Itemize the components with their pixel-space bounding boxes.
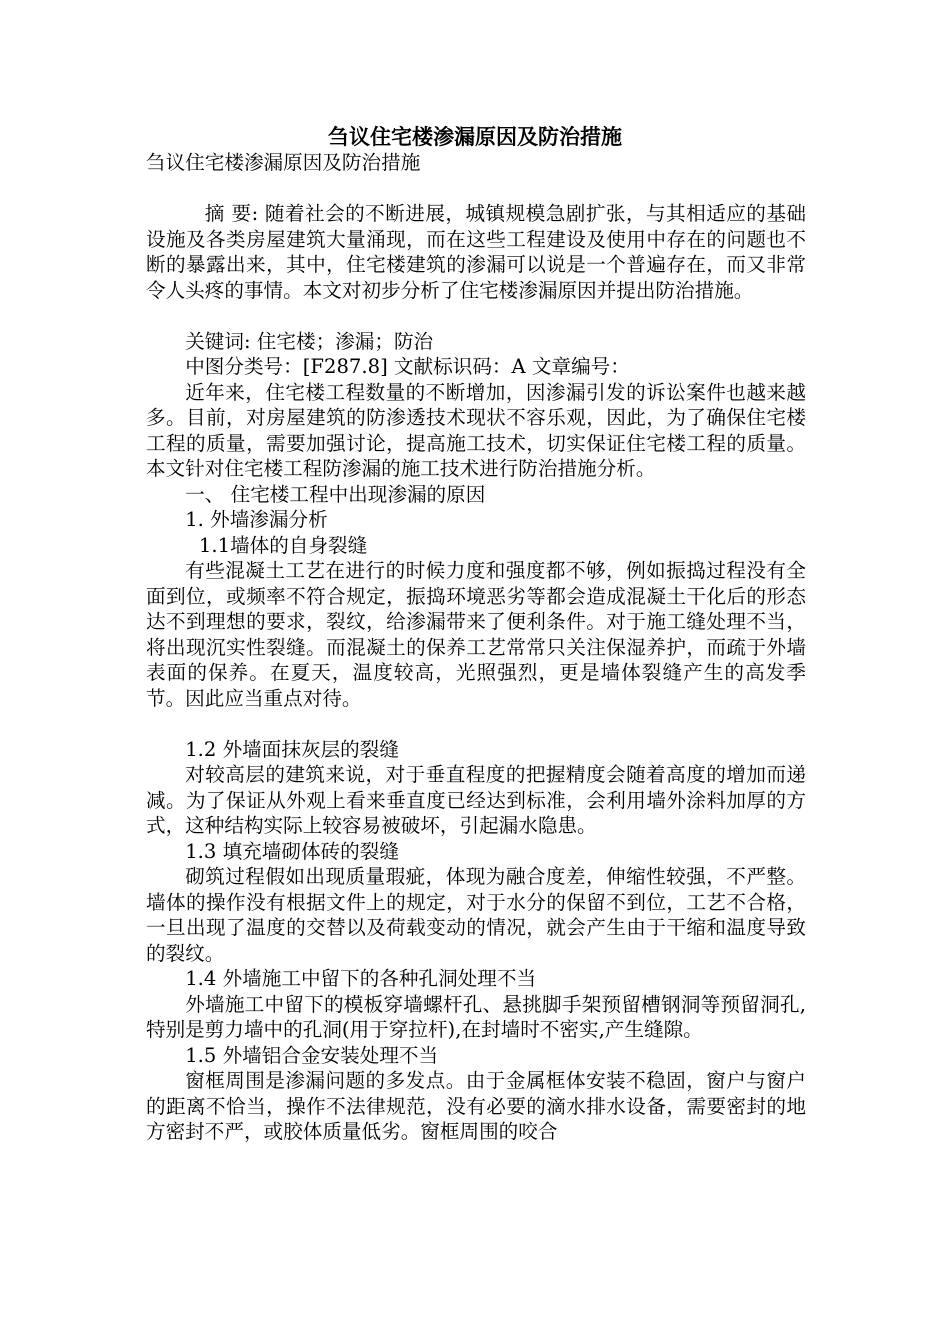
document-subtitle: 刍议住宅楼渗漏原因及防治措施 <box>146 151 421 174</box>
subsection-heading: 1.2 外墙面抹灰层的裂缝 <box>185 737 399 761</box>
abstract-paragraph: 摘 要: 随着社会的不断进展，城镇规模急剧扩张，与其相适应的基础设施及各类房屋建筑大量涌现，而在这些工程建设及使用中存在的问题也不断的暴露出来，其中，住宅楼建筑的渗漏可以说是一个普遍存在，而又非常令人头疼的事情。本文对初步分析了住宅楼渗漏原因并提出防治措施。 <box>146 202 806 302</box>
blank-line <box>146 176 806 202</box>
subsection-heading: 1. 外墙渗漏分析 <box>185 508 328 531</box>
blank-line <box>146 711 806 737</box>
body-paragraph: 砌筑过程假如出现质量瑕疵，体现为融合度差，伸缩性较强，不严整。墙体的操作没有根据文件上的规定，对于水分的保留不到位，工艺不合格，一旦出现了温度的交替以及荷载变动的情况，就会产生由于干缩和温度导致的裂纹。 <box>146 865 806 965</box>
subsection-heading: 1.3 填充墙砌体砖的裂缝 <box>185 839 399 863</box>
body-paragraph: 外墙施工中留下的模板穿墙螺杆孔、悬挑脚手架预留槽钢洞等预留洞孔,特别是剪力墙中的孔洞(用于穿拉杆),在封墙时不密实,产生缝隙。 <box>146 992 806 1041</box>
body-paragraph: 对较高层的建筑来说，对于垂直程度的把握精度会随着高度的增加而递减。为了保证从外观上看来垂直度已经达到标准，会利用墙外涂料加厚的方式，这种结构实际上较容易被破坏，引起漏水隐患。 <box>146 763 806 837</box>
subsection-heading: 1.4 外墙施工中留下的各种孔洞处理不当 <box>185 967 537 990</box>
document-title: 刍议住宅楼渗漏原因及防治措施 <box>328 125 622 149</box>
section-heading: 一、 住宅楼工程中出现渗漏的原因 <box>185 482 486 506</box>
document-body <box>146 150 806 1145</box>
blank-line <box>146 303 806 329</box>
subsection-heading: 1.1墙体的自身裂缝 <box>198 533 368 557</box>
keywords-line: 关键词: 住宅楼；渗漏；防治 <box>185 329 434 353</box>
subsection-heading: 1.5 外墙铝合金安装处理不当 <box>185 1043 439 1067</box>
classification-line: 中图分类号：[F287.8] 文献标识码：A 文章编号： <box>185 355 630 378</box>
body-paragraph: 有些混凝土工艺在进行的时候力度和强度都不够，例如振捣过程没有全面到位，或频率不符合规定，振捣环境恶劣等都会造成混凝土干化后的形态达不到理想的要求，裂纹，给渗漏带来了便利条件。对于施工缝处理不当，将出现沉实性裂缝。而混凝土的保养工艺常常只关注保湿养护，而疏于外墙表面的保养。在夏天，温度较高，光照强烈，更是墙体裂缝产生的高发季节。因此应当重点对待。 <box>146 559 806 710</box>
body-paragraph: 窗框周围是渗漏问题的多发点。由于金属框体安装不稳固，窗户与窗户的距离不恰当，操作不法律规范，没有必要的滴水排水设备，需要密封的地方密封不严，或胶体质量低劣。窗框周围的咬合 <box>146 1069 806 1143</box>
intro-paragraph: 近年来，住宅楼工程数量的不断增加，因渗漏引发的诉讼案件也越来越多。目前，对房屋建筑的防渗透技术现状不容乐观，因此，为了确保住宅楼工程的质量，需要加强讨论，提高施工技术，切实保证住宅楼工程的质量。本文针对住宅楼工程防渗漏的施工技术进行防治措施分析。 <box>146 380 806 480</box>
